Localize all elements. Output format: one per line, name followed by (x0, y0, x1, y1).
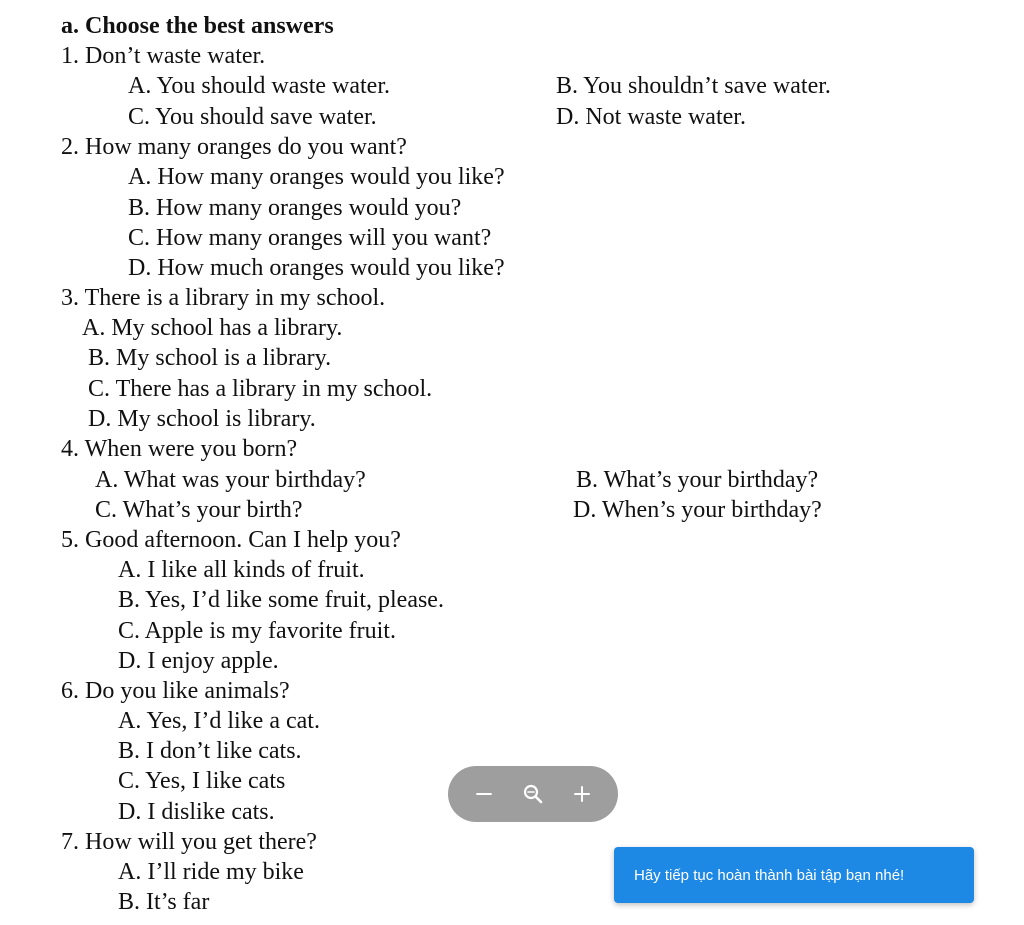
question-4-option-c: C. What’s your birth? (95, 497, 303, 523)
minus-icon (475, 785, 493, 803)
question-5-prompt: 5. Good afternoon. Can I help you? (61, 527, 401, 553)
question-7-option-b: B. It’s far (118, 889, 210, 915)
question-1-option-a: A. You should waste water. (128, 73, 390, 99)
zoom-out-button[interactable] (464, 774, 504, 814)
question-4-option-d: D. When’s your birthday? (573, 497, 822, 523)
question-3-option-a: A. My school has a library. (82, 315, 343, 341)
question-4-prompt: 4. When were you born? (61, 436, 298, 462)
question-4-option-b: B. What’s your birthday? (576, 467, 819, 493)
question-1-option-c: C. You should save water. (128, 104, 377, 130)
zoom-in-button[interactable] (562, 774, 602, 814)
question-5-option-a: A. I like all kinds of fruit. (118, 557, 365, 583)
question-5-option-b: B. Yes, I’d like some fruit, please. (118, 587, 444, 613)
question-6-option-d: D. I dislike cats. (118, 799, 275, 825)
question-1-option-b: B. You shouldn’t save water. (556, 73, 831, 99)
question-5-option-c: C. Apple is my favorite fruit. (118, 618, 396, 644)
plus-icon (573, 785, 591, 803)
question-1-prompt: 1. Don’t waste water. (61, 43, 266, 69)
question-1-option-d: D. Not waste water. (556, 104, 746, 130)
question-3-option-c: C. There has a library in my school. (88, 376, 433, 402)
magnifier-icon (522, 783, 544, 805)
question-6-option-a: A. Yes, I’d like a cat. (118, 708, 320, 734)
question-2-prompt: 2. How many oranges do you want? (61, 134, 407, 160)
question-2-option-a: A. How many oranges would you like? (128, 164, 505, 190)
question-2-option-b: B. How many oranges would you? (128, 195, 462, 221)
question-5-option-d: D. I enjoy apple. (118, 648, 279, 674)
question-2-option-d: D. How much oranges would you like? (128, 255, 505, 281)
question-4-option-a: A. What was your birthday? (95, 467, 366, 493)
question-3-option-d: D. My school is library. (88, 406, 316, 432)
question-7-prompt: 7. How will you get there? (61, 829, 317, 855)
zoom-reset-button[interactable] (513, 774, 553, 814)
zoom-control (448, 766, 618, 822)
question-7-option-a: A. I’ll ride my bike (118, 859, 304, 885)
reminder-toast[interactable] (614, 847, 974, 903)
question-2-option-c: C. How many oranges will you want? (128, 225, 492, 251)
question-6-option-c: C. Yes, I like cats (118, 768, 286, 794)
section-heading: a. Choose the best answers (61, 13, 334, 39)
question-6-option-b: B. I don’t like cats. (118, 738, 302, 764)
toast-message: Hãy tiếp tục hoàn thành bài tập bạn nhé! (634, 866, 905, 884)
question-6-prompt: 6. Do you like animals? (61, 678, 290, 704)
question-3-prompt: 3. There is a library in my school. (61, 285, 386, 311)
question-3-option-b: B. My school is a library. (88, 345, 332, 371)
